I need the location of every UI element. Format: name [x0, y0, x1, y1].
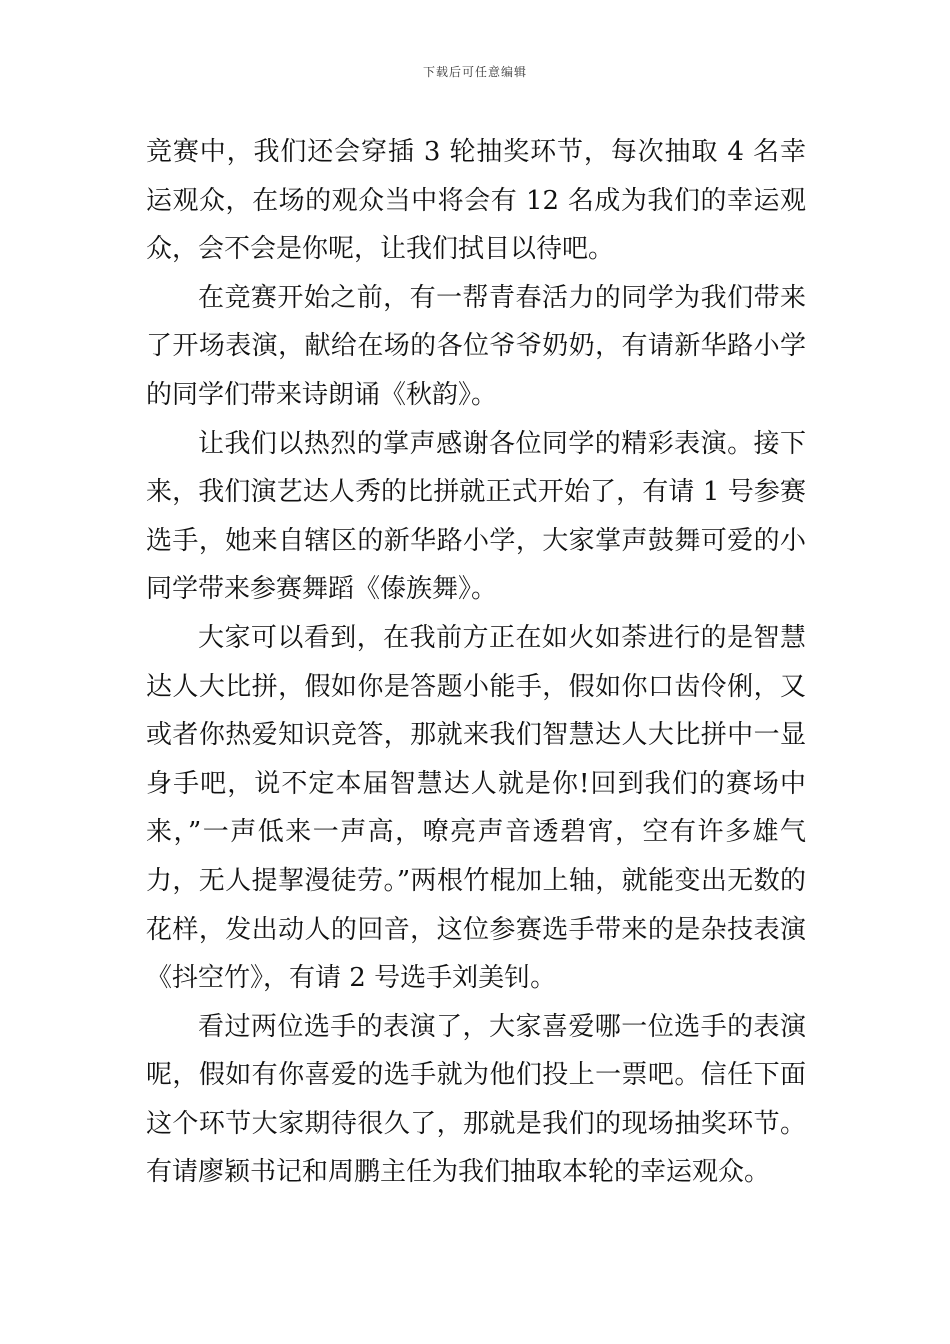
page-header-note: 下载后可任意编辑: [422, 65, 527, 79]
paragraph-5: 看过两位选手的表演了，大家喜爱哪一位选手的表演呢，假如有你喜爱的选手就为他们投上一票吧。信任下面这个环节大家期待很久了，那就是我们的现场抽奖环节。有请廖颖书记和周鹏主任为我们抽取本轮的幸运观众。: [146, 1011, 806, 1188]
paragraph-1: 竞赛中，我们还会穿插 3 轮抽奖环节，每次抽取 4 名幸运观众，在场的观众当中将会有 12 名成为我们的幸运观众，会不会是你呢，让我们拭目以待吧。: [146, 137, 806, 265]
paragraph-4: 大家可以看到，在我前方正在如火如荼进行的是智慧达人大比拼，假如你是答题小能手，假如你口齿伶俐，又或者你热爱知识竞答，那就来我们智慧达人大比拼中一显身手吧，说不定本届智慧达人就是你!回到我们的赛场中来，”一声低来一声高，嘹亮声音透碧宵，空有许多雄气力，无人提挈漫徒劳。”两根竹棍加上轴，就能变出无数的花样，发出动人的回音，这位参赛选手带来的是杂技表演《抖空竹》，有请 2 号选手刘美钊。: [146, 622, 806, 994]
document-body: [146, 128, 806, 1197]
paragraph-2: 在竞赛开始之前，有一帮青春活力的同学为我们带来了开场表演，献给在场的各位爷爷奶奶，有请新华路小学的同学们带来诗朗诵《秋韵》。: [146, 282, 806, 410]
paragraph-3: 让我们以热烈的掌声感谢各位同学的精彩表演。接下来，我们演艺达人秀的比拼就正式开始了，有请 1 号参赛选手，她来自辖区的新华路小学，大家掌声鼓舞可爱的小同学带来参赛舞蹈《傣族舞》。: [146, 428, 806, 605]
